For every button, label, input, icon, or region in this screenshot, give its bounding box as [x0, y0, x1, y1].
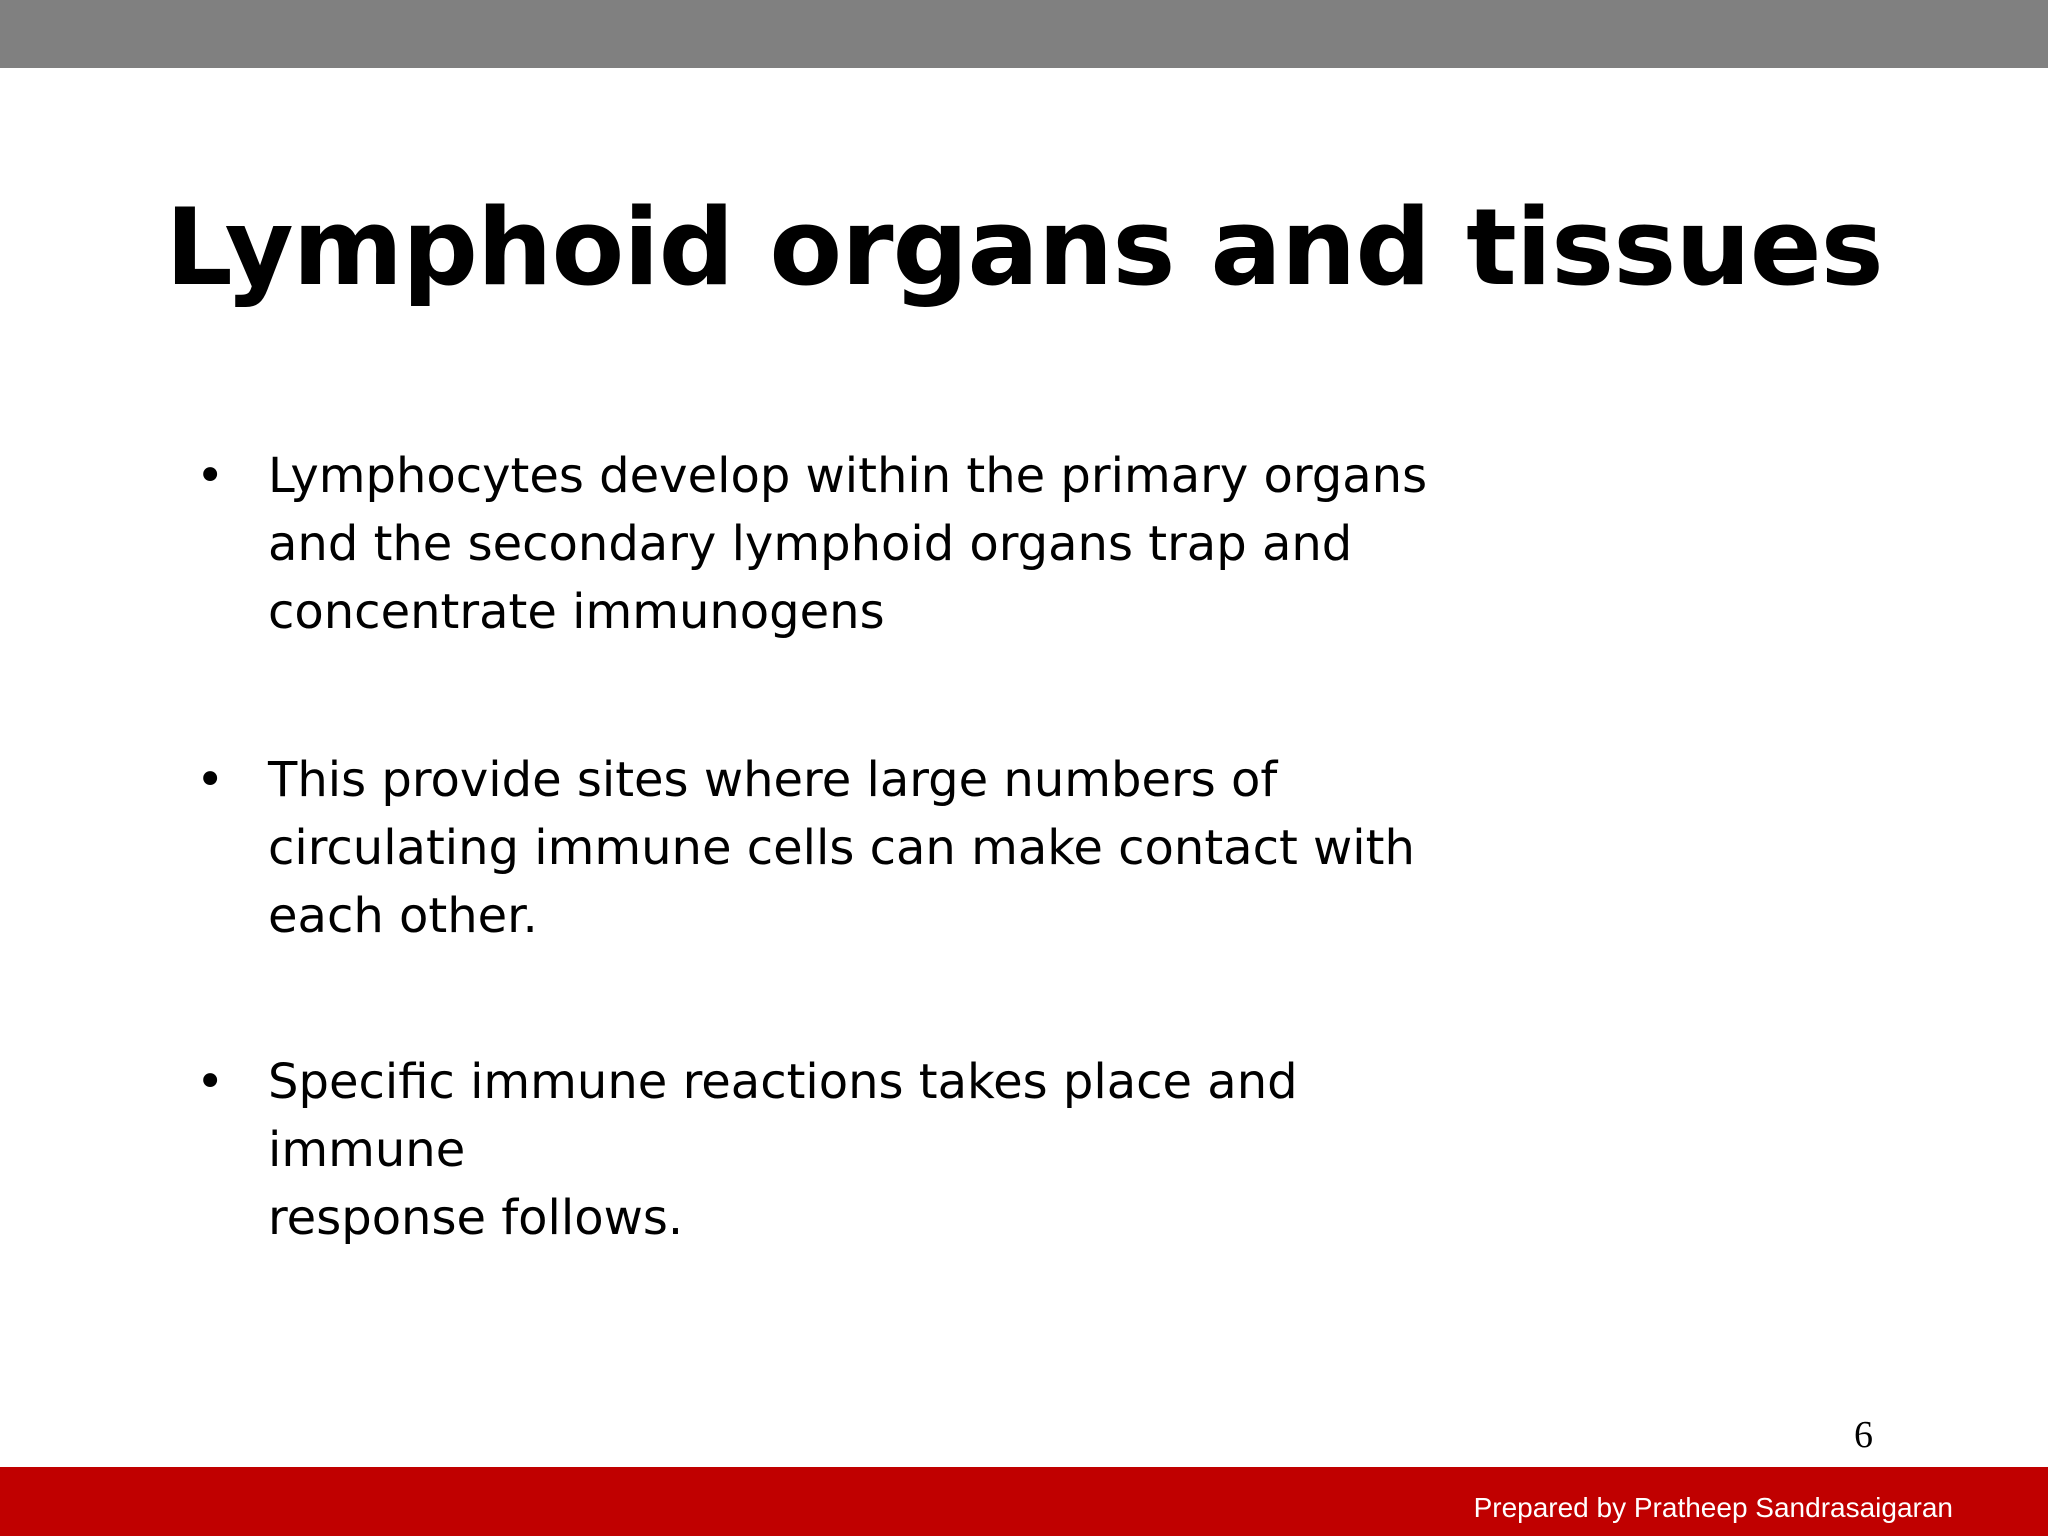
page-number: 6 [1854, 1414, 1873, 1456]
slide-title: Lymphoid organs and tissues [165, 186, 1883, 309]
bullet-dot-icon: • [196, 448, 225, 504]
bullet-text: Specific immune reactions takes place and immune response follows. [268, 1054, 1298, 1246]
bullet-dot-icon: • [196, 1054, 225, 1110]
bullet-text: Lymphocytes develop within the primary organs and the secondary lymphoid organs trap and concentrate immunogens [268, 448, 1428, 640]
bullet-dot-icon: • [196, 752, 225, 808]
bullet-text: This provide sites where large numbers of circulating immune cells can make contact with each other. [268, 752, 1415, 944]
footer-author-credit: Prepared by Pratheep Sandrasaigaran [1473, 1492, 1953, 1523]
